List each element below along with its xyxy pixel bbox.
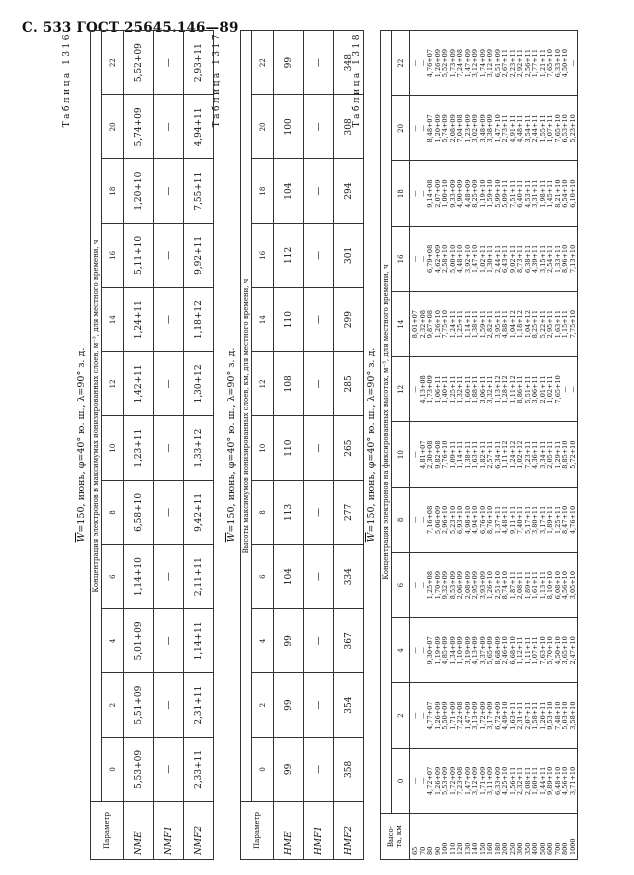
table-1318-caption	[352, 30, 366, 860]
value-column: — — 4,77+07 1,26+09 5,50+09 1,71+09 7,22+08 1,47+09 3,13+09 1,72+09 3,17+09 6,72+09 4,49+10 1,63+11 2,31+11 2,07+11 1,58+11 1,20+11 9,53+10 7,48+10 5,03+10 3,58+10	[410, 683, 578, 748]
value-column: — — 6,79+08 4,62+09 2,58+10 5,00+10 4,48+10 3,92+10 1,47+10 1,02+11 1,30+11 2,44+11 6,43+11 9,02+11 8,73+11 6,38+11 4,39+11 3,15+11 2,54+11 1,33+11 8,96+10 7,13+10	[410, 226, 578, 291]
table-1316	[90, 30, 214, 860]
standard-code: ГОСТ 25645.146—89	[76, 20, 239, 36]
value-cell: 5,52+09	[124, 31, 154, 95]
hour-header: 14	[252, 288, 274, 352]
value-cell: 5,53+09	[124, 737, 154, 801]
hour-header: 10	[102, 416, 124, 480]
hour-header: 2	[102, 673, 124, 737]
value-cell: —	[154, 416, 184, 480]
hour-header: 18	[392, 161, 410, 226]
value-cell: —	[154, 31, 184, 95]
hour-header: 8	[392, 487, 410, 552]
value-cell: 1,14+10	[124, 545, 154, 609]
value-cell: 367	[334, 609, 364, 673]
value-cell: 354	[334, 673, 364, 737]
hour-header: 4	[252, 609, 274, 673]
value-cell: 7,55+11	[184, 159, 214, 223]
table-1318	[380, 30, 578, 860]
value-cell: —	[304, 673, 334, 737]
hour-header: 0	[102, 737, 124, 801]
value-cell: —	[154, 159, 184, 223]
value-cell: 99	[274, 31, 304, 95]
table-1316-condition: $\overline{W}=150$, июнь, φ=40° ю. ш., λ=90° з. д.	[76, 347, 87, 543]
value-cell: —	[154, 609, 184, 673]
value-cell: 104	[274, 545, 304, 609]
table-row	[184, 31, 214, 860]
value-cell: 285	[334, 352, 364, 416]
hour-header: 4	[102, 609, 124, 673]
value-column: — — 9,30+07 1,19+09 4,85+09 1,34+09 1,10+09 3,19+09 4,13+09 3,37+09 5,65+09 8,68+09 2,46+10 6,68+10 1,12+11 1,11+11 1,07+11 7,63+10 5,70+10 4,50+10 3,65+10 2,47+10	[410, 618, 578, 683]
hour-header: 10	[252, 416, 274, 480]
hour-header: 0	[252, 737, 274, 801]
hour-header: 20	[102, 95, 124, 159]
hour-header: 18	[102, 159, 124, 223]
hour-header: 2	[392, 683, 410, 748]
table-1317-number: Таблица 1317	[212, 32, 222, 128]
value-cell: —	[304, 95, 334, 159]
param-name: HMF1	[304, 802, 334, 860]
hour-header: 22	[252, 31, 274, 95]
value-cell: —	[304, 352, 334, 416]
param-name: NMF2	[184, 802, 214, 860]
table-1316-caption	[62, 30, 76, 860]
hour-header: 2	[252, 673, 274, 737]
param-header: Параметр	[91, 802, 124, 860]
table-1318-number: Таблица 1318	[352, 32, 362, 128]
value-cell: —	[304, 416, 334, 480]
value-cell: —	[154, 352, 184, 416]
value-cell: —	[304, 737, 334, 801]
value-cell: 2,31+11	[184, 673, 214, 737]
hour-header: 6	[252, 545, 274, 609]
hour-header: 18	[252, 159, 274, 223]
value-cell: 299	[334, 288, 364, 352]
value-cell: 2,11+11	[184, 545, 214, 609]
hour-header: 14	[102, 288, 124, 352]
value-cell: 1,14+11	[184, 609, 214, 673]
value-column: — 4,81+07 2,30+08 9,82+08 7,76+10 1,09+11 1,14+11 1,38+11 1,63+11 1,82+11 2,57+11 6,34+11 1,11+12 1,24+12 1,02+12 7,23+11 4,36+11 3,34+11 2,05+11 1,29+11 8,85+10 5,72+10	[410, 422, 578, 487]
hour-header: 16	[252, 223, 274, 287]
param-name: NMF1	[154, 802, 184, 860]
height-header: Высо- та, км	[381, 814, 410, 860]
table-1316-subtitle: Концентрация электронов в максимумах ионизированных слоев, м⁻³, для местного времени, ч	[91, 31, 102, 802]
hour-header: 0	[392, 748, 410, 813]
param-name: NME	[124, 802, 154, 860]
table-row	[304, 31, 334, 860]
table-1317	[240, 30, 364, 860]
value-column: — — 9,14+08 2,07+09 1,00+10 9,33+09 4,90+09 4,48+09 8,25+09 1,19+10 1,59+10 5,99+10 5,09+11 7,51+11 6,40+11 4,53+11 3,31+11 1,98+11 1,45+11 8,21+10 6,54+10 6,10+10	[410, 161, 578, 226]
value-cell: 1,20+10	[124, 159, 154, 223]
value-column: — 4,13+08 1,73+09 1,06+11 1,40+11 1,25+11 1,32+11 1,60+11 1,88+11 3,06+11 3,32+11 1,13+12 1,28+12 1,11+12 8,86+11 5,51+11 3,06+11 2,01+11 1,02+11 7,65+10 — —	[410, 357, 578, 422]
hour-header: 8	[102, 480, 124, 544]
value-cell: —	[304, 31, 334, 95]
table-row	[274, 31, 304, 860]
value-cell: 294	[334, 159, 364, 223]
table-1317-caption	[212, 30, 226, 860]
value-cell: 110	[274, 288, 304, 352]
value-cell: 113	[274, 480, 304, 544]
value-cell: 5,74+09	[124, 95, 154, 159]
hour-header: 22	[392, 31, 410, 96]
value-cell: —	[304, 159, 334, 223]
value-column: 8,01+07 2,32+08 9,87+08 1,26+10 7,75+10 1,24+11 1,25+11 1,14+11 1,38+11 1,59+11 2,82+11 3,95+11 4,88+11 1,04+12 1,18+12 1,04+12 8,25+11 5,22+11 2,95+11 1,63+11 1,15+11 7,75+10	[410, 292, 578, 357]
value-cell: —	[154, 223, 184, 287]
value-cell: —	[304, 480, 334, 544]
value-cell: —	[304, 609, 334, 673]
value-column: — — 4,72+07 1,26+09 5,53+09 1,72+09 7,23+08 1,47+09 3,12+09 1,71+09 3,11+09 6,33+09 4,25+10 1,56+11 2,32+11 2,08+11 1,60+11 1,44+11 9,89+10 6,48+10 4,56+10 3,71+10	[410, 748, 578, 813]
value-cell: 100	[274, 95, 304, 159]
value-cell: —	[304, 223, 334, 287]
value-cell: 1,42+11	[124, 352, 154, 416]
hour-header: 16	[102, 223, 124, 287]
value-cell: 1,23+11	[124, 416, 154, 480]
hour-header: 12	[392, 357, 410, 422]
value-cell: 1,33+12	[184, 416, 214, 480]
value-cell: 110	[274, 416, 304, 480]
value-cell: —	[154, 673, 184, 737]
value-cell: 99	[274, 673, 304, 737]
value-cell: 6,58+10	[124, 480, 154, 544]
hour-header: 22	[102, 31, 124, 95]
table-1318-subtitle: Концентрация электронов на фиксированных высотах, м⁻³, для местного времени, ч	[381, 31, 392, 814]
value-cell: 5,11+10	[124, 223, 154, 287]
value-column: — — 1,25+08 1,70+09 9,32+09 8,53+09 2,06+09 2,08+09 2,95+09 3,93+09 1,26+10 2,51+10 8,74+10 1,87+11 2,08+11 1,89+11 1,61+11 1,13+11 8,10+10 6,08+10 4,56+10 3,05+10	[410, 553, 578, 618]
heights-column: 65 70 80 90 100 110 120 130 140 150 160 180 200 250 300 350 400 500 600 700 800 1000	[410, 814, 578, 860]
param-name: HME	[274, 802, 304, 860]
value-cell: —	[304, 288, 334, 352]
hour-header: 6	[102, 545, 124, 609]
value-cell: —	[154, 480, 184, 544]
table-row	[154, 31, 184, 860]
value-cell: 9,42+11	[184, 480, 214, 544]
page-number: С. 533	[22, 20, 72, 36]
param-name: HMF2	[334, 802, 364, 860]
rotated-content	[62, 30, 622, 860]
value-cell: 1,24+11	[124, 288, 154, 352]
table-1316-number: Таблица 1316	[62, 32, 72, 128]
value-cell: 99	[274, 609, 304, 673]
table-1317-condition: $\overline{W}=150$, июнь, φ=40° ю. ш., λ=90° з. д.	[226, 347, 237, 543]
value-column: — — 8,48+07 1,20+09 5,74+09 2,08+09 7,04+08 1,23+09 3,02+09 3,48+09 3,38+09 1,47+10 2,73+11 4,91+11 4,48+11 3,54+11 2,44+11 1,55+11 1,07+11 7,65+10 6,53+10 5,23+10	[410, 96, 578, 161]
hour-header: 20	[392, 96, 410, 161]
value-cell: 1,30+12	[184, 352, 214, 416]
value-cell: —	[304, 545, 334, 609]
value-cell: 104	[274, 159, 304, 223]
value-cell: —	[154, 737, 184, 801]
hour-header: 4	[392, 618, 410, 683]
value-cell: 348	[334, 31, 364, 95]
value-cell: 99	[274, 737, 304, 801]
value-cell: 358	[334, 737, 364, 801]
param-header: Параметр	[241, 802, 274, 860]
value-cell: 5,01+09	[124, 609, 154, 673]
hour-header: 12	[252, 352, 274, 416]
value-column: — — 4,76+07 1,26+09 5,52+09 1,73+09 7,24+08 1,47+09 3,12+09 1,74+09 3,12+09 6,51+09 2,67+11 2,23+11 2,92+11 2,56+11 1,77+11 1,21+11 7,65+10 6,33+10 4,50+10 —	[410, 31, 578, 96]
hour-header: 14	[392, 292, 410, 357]
hour-header: 10	[392, 422, 410, 487]
table-1318-condition: $\overline{W}=150$, июнь, φ=40° ю. ш., λ=90° з. д.	[366, 347, 377, 543]
hour-header: 8	[252, 480, 274, 544]
value-cell: —	[154, 545, 184, 609]
table-row	[124, 31, 154, 860]
value-cell: 4,94+11	[184, 95, 214, 159]
value-column: — — 7,16+08 5,06+09 2,96+10 5,23+10 6,93+10 4,98+10 4,94+10 6,76+10 8,76+10 1,37+11 4,48+11 9,11+11 7,40+11 5,17+11 3,80+11 3,17+11 1,89+11 1,25+11 8,47+10 4,76+10	[410, 487, 578, 552]
value-cell: 277	[334, 480, 364, 544]
hour-header: 20	[252, 95, 274, 159]
value-cell: 1,18+12	[184, 288, 214, 352]
value-cell: 9,92+11	[184, 223, 214, 287]
value-cell: 5,51+09	[124, 673, 154, 737]
table-1318-block	[352, 30, 578, 860]
value-cell: 301	[334, 223, 364, 287]
value-cell: 108	[274, 352, 304, 416]
hour-header: 6	[392, 553, 410, 618]
hour-header: 12	[102, 352, 124, 416]
value-cell: 334	[334, 545, 364, 609]
value-cell: —	[154, 288, 184, 352]
value-cell: 308	[334, 95, 364, 159]
value-cell: 265	[334, 416, 364, 480]
table-1317-block	[212, 30, 364, 860]
table-1317-subtitle: Высоты максимумов ионизированных слоев, км, для местного времени, ч	[241, 31, 252, 802]
value-cell: 2,33+11	[184, 737, 214, 801]
value-cell: —	[154, 95, 184, 159]
table-1316-block	[62, 30, 214, 860]
value-cell: 2,93+11	[184, 31, 214, 95]
hour-header: 16	[392, 226, 410, 291]
value-cell: 112	[274, 223, 304, 287]
